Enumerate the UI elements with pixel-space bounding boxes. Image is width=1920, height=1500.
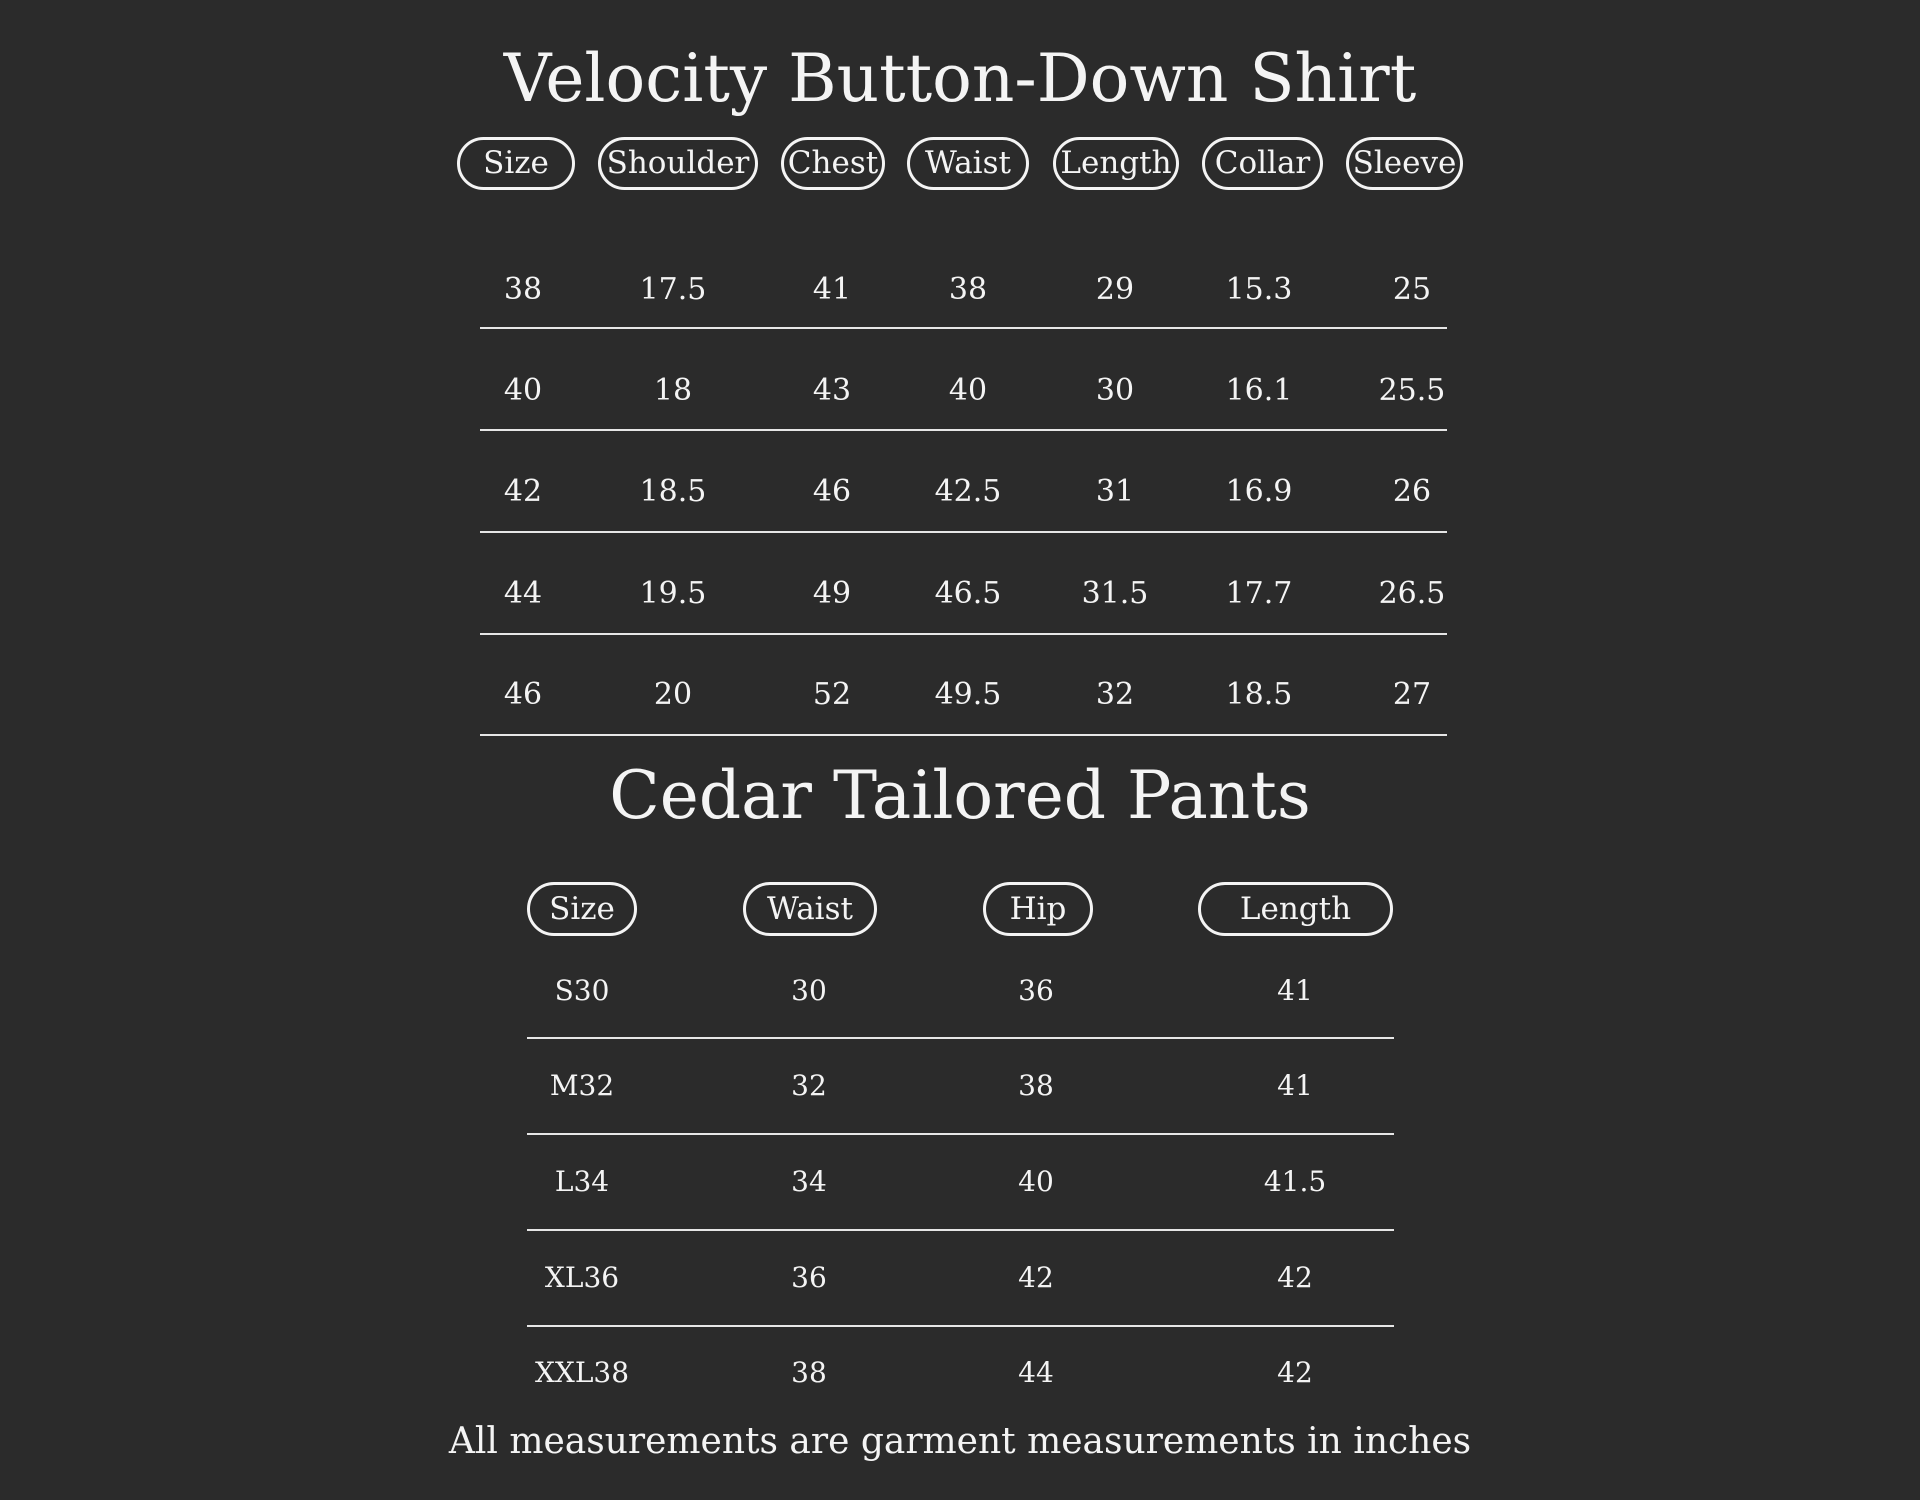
pants-cell-length: 42 (1277, 1261, 1313, 1294)
pants-row-divider (527, 1229, 1394, 1231)
shirt-cell-length: 32 (1095, 677, 1135, 712)
pants-cell-size: L34 (554, 1165, 610, 1198)
shirt-cell-sleeve: 25.5 (1378, 373, 1446, 408)
shirt-row-divider (480, 531, 1447, 533)
shirt-header-collar: Collar (1202, 137, 1323, 190)
shirt-cell-size: 38 (503, 272, 543, 307)
shirt-cell-sleeve: 26.5 (1378, 576, 1446, 611)
pants-cell-length: 41 (1277, 1069, 1313, 1102)
shirt-title: Velocity Button-Down Shirt (503, 40, 1417, 117)
pants-row-divider (527, 1037, 1394, 1039)
shirt-cell-size: 42 (503, 474, 543, 509)
pants-cell-waist: 36 (791, 1261, 827, 1294)
shirt-cell-chest: 43 (812, 373, 852, 408)
shirt-cell-shoulder: 18 (653, 373, 693, 408)
shirt-header-length: Length (1053, 137, 1179, 190)
shirt-cell-length: 29 (1095, 272, 1135, 307)
shirt-cell-size: 46 (503, 677, 543, 712)
pants-cell-size: XL36 (544, 1261, 620, 1294)
pants-cell-hip: 36 (1018, 974, 1054, 1007)
shirt-header-shoulder: Shoulder (598, 137, 758, 190)
shirt-cell-waist: 42.5 (934, 474, 1002, 509)
shirt-cell-length: 30 (1095, 373, 1135, 408)
shirt-header-sleeve: Sleeve (1346, 137, 1463, 190)
pants-cell-size: XXL38 (534, 1356, 630, 1389)
pants-cell-hip: 38 (1018, 1069, 1054, 1102)
shirt-cell-shoulder: 19.5 (639, 576, 707, 611)
shirt-row-divider (480, 429, 1447, 431)
pants-cell-length: 42 (1277, 1356, 1313, 1389)
shirt-header-waist: Waist (907, 137, 1029, 190)
pants-cell-size: S30 (554, 974, 610, 1007)
pants-header-length: Length (1198, 882, 1393, 936)
shirt-cell-collar: 16.1 (1225, 373, 1293, 408)
shirt-cell-shoulder: 20 (653, 677, 693, 712)
pants-cell-hip: 44 (1018, 1356, 1054, 1389)
shirt-cell-length: 31.5 (1081, 576, 1149, 611)
pants-cell-hip: 42 (1018, 1261, 1054, 1294)
measurement-note: All measurements are garment measurements in inches (448, 1421, 1472, 1462)
shirt-row-divider (480, 734, 1447, 736)
shirt-cell-collar: 17.7 (1225, 576, 1293, 611)
pants-row-divider (527, 1133, 1394, 1135)
shirt-cell-shoulder: 18.5 (639, 474, 707, 509)
pants-cell-waist: 34 (791, 1165, 827, 1198)
pants-cell-hip: 40 (1018, 1165, 1054, 1198)
shirt-cell-waist: 46.5 (934, 576, 1002, 611)
pants-header-size: Size (527, 882, 637, 936)
pants-row-divider (527, 1325, 1394, 1327)
shirt-cell-length: 31 (1095, 474, 1135, 509)
shirt-row-divider (480, 327, 1447, 329)
pants-cell-length: 41.5 (1263, 1165, 1327, 1198)
shirt-cell-waist: 49.5 (934, 677, 1002, 712)
shirt-cell-sleeve: 25 (1392, 272, 1432, 307)
shirt-cell-chest: 41 (812, 272, 852, 307)
pants-cell-waist: 30 (791, 974, 827, 1007)
shirt-cell-chest: 46 (812, 474, 852, 509)
shirt-cell-size: 40 (503, 373, 543, 408)
pants-header-waist: Waist (743, 882, 877, 936)
shirt-header-chest: Chest (781, 137, 885, 190)
pants-cell-waist: 32 (791, 1069, 827, 1102)
pants-cell-waist: 38 (791, 1356, 827, 1389)
shirt-cell-collar: 15.3 (1225, 272, 1293, 307)
shirt-cell-chest: 52 (812, 677, 852, 712)
shirt-cell-chest: 49 (812, 576, 852, 611)
shirt-cell-shoulder: 17.5 (639, 272, 707, 307)
pants-header-hip: Hip (983, 882, 1093, 936)
shirt-header-size: Size (457, 137, 575, 190)
pants-cell-length: 41 (1277, 974, 1313, 1007)
shirt-row-divider (480, 633, 1447, 635)
shirt-cell-sleeve: 26 (1392, 474, 1432, 509)
pants-title: Cedar Tailored Pants (609, 757, 1311, 834)
shirt-cell-collar: 16.9 (1225, 474, 1293, 509)
shirt-cell-sleeve: 27 (1392, 677, 1432, 712)
shirt-cell-size: 44 (503, 576, 543, 611)
pants-cell-size: M32 (549, 1069, 615, 1102)
shirt-cell-waist: 38 (948, 272, 988, 307)
shirt-cell-waist: 40 (948, 373, 988, 408)
shirt-cell-collar: 18.5 (1225, 677, 1293, 712)
